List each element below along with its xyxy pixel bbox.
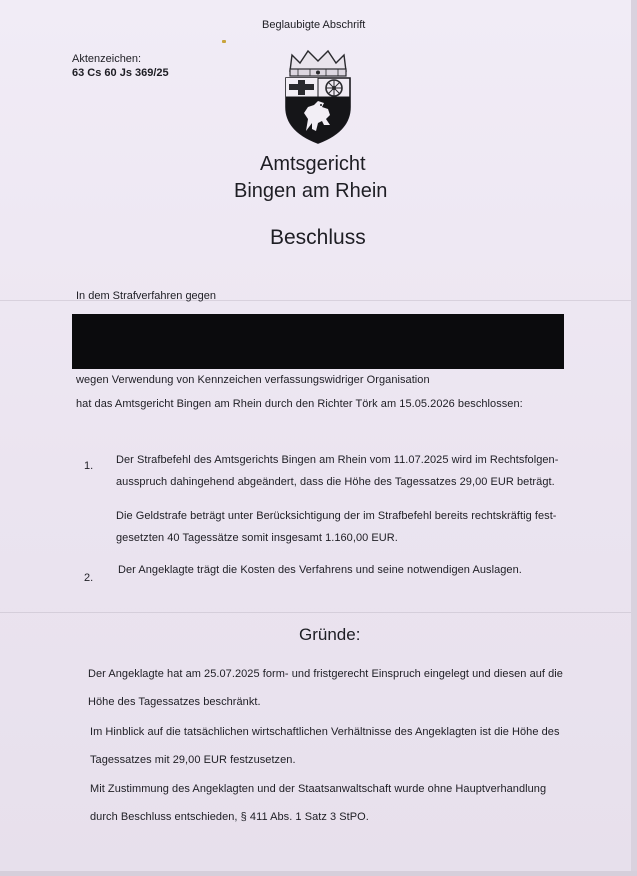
item-sub-text-line: Die Geldstrafe beträgt unter Berücksichtigung der im Strafbefehl bereits rechtskräftig fest- (116, 510, 557, 522)
reasons-paragraph-line: Tagessatzes mit 29,00 EUR festzusetzen. (90, 754, 296, 766)
reasons-paragraph-line: Im Hinblick auf die tatsächlichen wirtschaftlichen Verhältnisse des Angeklagten ist die Höhe des (90, 726, 560, 738)
court-name-line1: Amtsgericht (260, 153, 366, 175)
decision-text: hat das Amtsgericht Bingen am Rhein durch den Richter Törk am 15.05.2026 beschlossen: (76, 398, 523, 410)
item-text-line: Der Strafbefehl des Amtsgerichts Bingen am Rhein vom 11.07.2025 wird im Rechtsfolgen- (116, 454, 559, 466)
reasons-paragraph-line: Der Angeklagte hat am 25.07.2025 form- und fristgerecht Einspruch eingelegt und diesen auf die (88, 668, 563, 680)
item-number: 2. (84, 572, 94, 584)
paper-edge (0, 871, 637, 876)
court-name-line2: Bingen am Rhein (234, 180, 388, 202)
ink-speck (222, 40, 226, 43)
item-sub-text-line: gesetzten 40 Tagessätze somit insgesamt 1.160,00 EUR. (116, 532, 398, 544)
proceedings-text: In dem Strafverfahren gegen (76, 290, 217, 302)
paper-fold (0, 612, 637, 613)
item-text-line: Der Angeklagte trägt die Kosten des Verfahrens und seine notwendigen Auslagen. (118, 564, 522, 576)
document-type: Beschluss (270, 226, 366, 249)
reasons-heading: Gründe: (299, 625, 361, 644)
file-reference-label: Aktenzeichen: (72, 53, 142, 65)
coat-of-arms-icon (278, 45, 358, 145)
reasons-paragraph-line: Höhe des Tagessatzes beschränkt. (88, 696, 261, 708)
charge-text: wegen Verwendung von Kennzeichen verfassungswidriger Organisation (76, 374, 430, 386)
certified-copy-label: Beglaubigte Abschrift (262, 19, 366, 31)
file-reference-value: 63 Cs 60 Js 369/25 (72, 67, 169, 79)
paper-edge (631, 0, 637, 876)
reasons-paragraph-line: Mit Zustimmung des Angeklagten und der Staatsanwaltschaft wurde ohne Hauptverhandlung (90, 783, 547, 795)
item-text-line: ausspruch dahingehend abgeändert, dass die Höhe des Tagessatzes 29,00 EUR beträgt. (116, 476, 555, 488)
reasons-paragraph-line: durch Beschluss entschieden, § 411 Abs. 1 Satz 3 StPO. (90, 811, 369, 823)
item-number: 1. (84, 460, 94, 472)
redacted-defendant-name (72, 314, 564, 369)
